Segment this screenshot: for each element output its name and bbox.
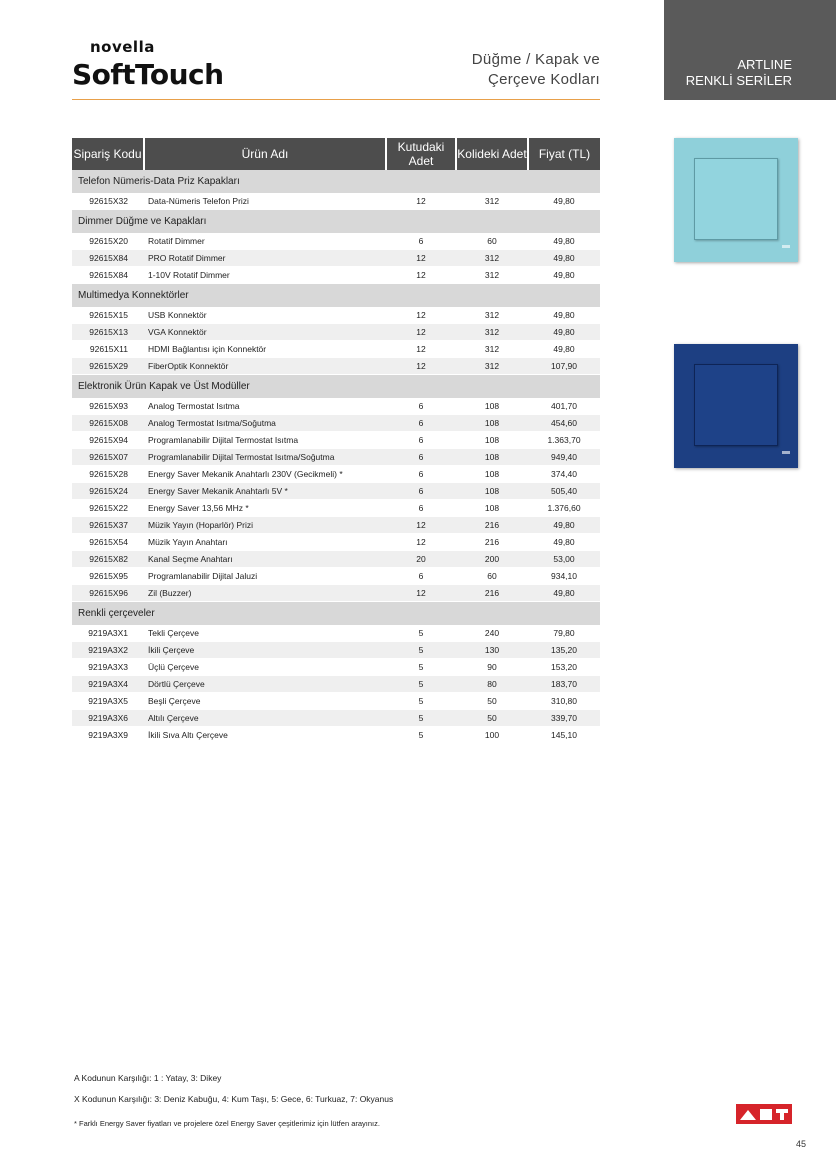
cell-price: 135,20 <box>528 642 600 659</box>
cell-order-code: 92615X84 <box>72 250 144 267</box>
table-row <box>72 517 600 534</box>
table-row <box>72 625 600 642</box>
header-price: Fiyat (TL) <box>528 138 600 170</box>
cell-order-code: 92615X82 <box>72 551 144 568</box>
cell-box-qty: 12 <box>386 307 456 324</box>
section-title: Multimedya Konnektörler <box>72 284 600 308</box>
cell-carton-qty: 60 <box>456 568 528 585</box>
header-box-qty: Kutudaki Adet <box>386 138 456 170</box>
cell-product-name: Data-Nümeris Telefon Prizi <box>144 193 386 210</box>
page-title <box>420 50 600 90</box>
cell-box-qty: 6 <box>386 483 456 500</box>
cell-carton-qty: 108 <box>456 398 528 415</box>
cell-product-name: İkili Çerçeve <box>144 642 386 659</box>
table-row <box>72 267 600 284</box>
cell-order-code: 92615X95 <box>72 568 144 585</box>
cell-carton-qty: 312 <box>456 267 528 284</box>
cell-product-name: İkili Sıva Altı Çerçeve <box>144 727 386 744</box>
cell-carton-qty: 108 <box>456 415 528 432</box>
cell-price: 49,80 <box>528 193 600 210</box>
cell-product-name: Altılı Çerçeve <box>144 710 386 727</box>
table-row <box>72 659 600 676</box>
table-row <box>72 693 600 710</box>
cell-order-code: 92615X20 <box>72 233 144 250</box>
cell-carton-qty: 216 <box>456 534 528 551</box>
table-row <box>72 483 600 500</box>
cell-order-code: 9219A3X3 <box>72 659 144 676</box>
section-title: Dimmer Düğme ve Kapakları <box>72 210 600 234</box>
cell-carton-qty: 108 <box>456 449 528 466</box>
cell-order-code: 92615X54 <box>72 534 144 551</box>
header-order-code: Sipariş Kodu <box>72 138 144 170</box>
table-row <box>72 324 600 341</box>
brand-softtouch: SoftTouch <box>72 58 224 91</box>
cell-carton-qty: 50 <box>456 710 528 727</box>
table-header-row <box>72 138 600 170</box>
cell-product-name: Energy Saver Mekanik Anahtarlı 5V * <box>144 483 386 500</box>
cell-price: 949,40 <box>528 449 600 466</box>
cell-box-qty: 6 <box>386 432 456 449</box>
table-row <box>72 710 600 727</box>
table-row <box>72 398 600 415</box>
cell-order-code: 92615X32 <box>72 193 144 210</box>
table-row <box>72 466 600 483</box>
a-code-note: A Kodunun Karşılığı: 1 : Yatay, 3: Dikey <box>74 1073 222 1083</box>
cell-product-name: Beşli Çerçeve <box>144 693 386 710</box>
table-section-header <box>72 375 600 399</box>
cell-box-qty: 5 <box>386 727 456 744</box>
cell-product-name: Energy Saver Mekanik Anahtarlı 230V (Gecikmeli) * <box>144 466 386 483</box>
header-product-name: Ürün Adı <box>144 138 386 170</box>
cell-product-name: Programlanabilir Dijital Termostat Isıtma <box>144 432 386 449</box>
cell-carton-qty: 108 <box>456 432 528 449</box>
cell-box-qty: 12 <box>386 585 456 602</box>
cell-order-code: 92615X93 <box>72 398 144 415</box>
cell-product-name: Kanal Seçme Anahtarı <box>144 551 386 568</box>
cell-price: 454,60 <box>528 415 600 432</box>
cell-price: 505,40 <box>528 483 600 500</box>
cell-order-code: 92615X28 <box>72 466 144 483</box>
cell-box-qty: 12 <box>386 324 456 341</box>
cell-price: 145,10 <box>528 727 600 744</box>
table-row <box>72 358 600 375</box>
cell-order-code: 92615X94 <box>72 432 144 449</box>
cell-box-qty: 12 <box>386 267 456 284</box>
cell-box-qty: 6 <box>386 466 456 483</box>
cell-order-code: 92615X96 <box>72 585 144 602</box>
cell-product-name: Zil (Buzzer) <box>144 585 386 602</box>
cell-product-name: USB Konnektör <box>144 307 386 324</box>
cell-order-code: 92615X08 <box>72 415 144 432</box>
cell-product-name: Dörtlü Çerçeve <box>144 676 386 693</box>
cell-product-name: Üçlü Çerçeve <box>144 659 386 676</box>
series-tab-line2: RENKLİ SERİLER <box>685 73 792 88</box>
cell-box-qty: 6 <box>386 415 456 432</box>
price-table <box>72 138 600 744</box>
series-tab-line1: ARTLINE <box>737 57 792 72</box>
certification-seal-icon <box>736 1104 792 1124</box>
cell-price: 310,80 <box>528 693 600 710</box>
cell-box-qty: 5 <box>386 642 456 659</box>
cell-box-qty: 6 <box>386 398 456 415</box>
cell-order-code: 92615X07 <box>72 449 144 466</box>
table-row <box>72 500 600 517</box>
cell-order-code: 92615X15 <box>72 307 144 324</box>
cell-price: 183,70 <box>528 676 600 693</box>
cell-price: 49,80 <box>528 267 600 284</box>
cell-carton-qty: 312 <box>456 307 528 324</box>
cell-box-qty: 12 <box>386 358 456 375</box>
x-code-note: X Kodunun Karşılığı: 3: Deniz Kabuğu, 4: Kum Taşı, 5: Gece, 6: Turkuaz, 7: Okyanus <box>74 1094 394 1104</box>
table-section-header <box>72 284 600 308</box>
cell-order-code: 92615X13 <box>72 324 144 341</box>
cell-product-name: Analog Termostat Isıtma/Soğutma <box>144 415 386 432</box>
cell-box-qty: 6 <box>386 449 456 466</box>
cell-carton-qty: 108 <box>456 500 528 517</box>
cell-product-name: HDMI Bağlantısı için Konnektör <box>144 341 386 358</box>
switch-key <box>694 158 778 240</box>
table-row <box>72 727 600 744</box>
cell-price: 79,80 <box>528 625 600 642</box>
cell-price: 107,90 <box>528 358 600 375</box>
cell-box-qty: 5 <box>386 710 456 727</box>
table-row <box>72 415 600 432</box>
cell-box-qty: 5 <box>386 693 456 710</box>
cell-box-qty: 12 <box>386 341 456 358</box>
cell-price: 339,70 <box>528 710 600 727</box>
cell-product-name: 1-10V Rotatif Dimmer <box>144 267 386 284</box>
cell-product-name: Müzik Yayın (Hoparlör) Prizi <box>144 517 386 534</box>
cell-carton-qty: 216 <box>456 517 528 534</box>
cell-price: 1.376,60 <box>528 500 600 517</box>
cell-product-name: Programlanabilir Dijital Jaluzi <box>144 568 386 585</box>
section-title: Telefon Nümeris-Data Priz Kapakları <box>72 170 600 193</box>
cell-product-name: Analog Termostat Isıtma <box>144 398 386 415</box>
section-title: Renkli çerçeveler <box>72 602 600 626</box>
cell-product-name: Müzik Yayın Anahtarı <box>144 534 386 551</box>
cell-price: 49,80 <box>528 233 600 250</box>
cell-carton-qty: 60 <box>456 233 528 250</box>
series-tab <box>664 0 836 100</box>
cell-carton-qty: 80 <box>456 676 528 693</box>
page-title-line1: Düğme / Kapak ve <box>471 51 600 68</box>
cell-carton-qty: 200 <box>456 551 528 568</box>
cell-box-qty: 5 <box>386 659 456 676</box>
table-row <box>72 534 600 551</box>
cell-price: 401,70 <box>528 398 600 415</box>
cell-product-name: Rotatif Dimmer <box>144 233 386 250</box>
cell-carton-qty: 216 <box>456 585 528 602</box>
switch-logo <box>782 245 790 248</box>
cell-product-name: Tekli Çerçeve <box>144 625 386 642</box>
cell-price: 49,80 <box>528 517 600 534</box>
cell-box-qty: 12 <box>386 517 456 534</box>
table-row <box>72 233 600 250</box>
cell-order-code: 92615X84 <box>72 267 144 284</box>
cell-box-qty: 6 <box>386 568 456 585</box>
header-carton-qty: Kolideki Adet <box>456 138 528 170</box>
table-row <box>72 551 600 568</box>
page-title-line2: Çerçeve Kodları <box>487 71 600 88</box>
switch-key <box>694 364 778 446</box>
table-section-header <box>72 170 600 193</box>
cell-order-code: 9219A3X9 <box>72 727 144 744</box>
table-row <box>72 250 600 267</box>
cell-order-code: 9219A3X1 <box>72 625 144 642</box>
table-body <box>72 170 600 744</box>
cell-carton-qty: 240 <box>456 625 528 642</box>
switch-logo <box>782 451 790 454</box>
cell-carton-qty: 312 <box>456 193 528 210</box>
table-row <box>72 432 600 449</box>
turquoise-switch-image <box>674 138 798 262</box>
cell-carton-qty: 130 <box>456 642 528 659</box>
cell-box-qty: 6 <box>386 500 456 517</box>
cell-price: 49,80 <box>528 307 600 324</box>
table-section-header <box>72 210 600 234</box>
cell-price: 153,20 <box>528 659 600 676</box>
page-number: 45 <box>796 1139 807 1149</box>
table-row <box>72 341 600 358</box>
cell-order-code: 92615X24 <box>72 483 144 500</box>
cell-box-qty: 12 <box>386 534 456 551</box>
cell-order-code: 92615X37 <box>72 517 144 534</box>
cell-carton-qty: 108 <box>456 466 528 483</box>
ocean-switch-image <box>674 344 798 468</box>
cell-order-code: 9219A3X5 <box>72 693 144 710</box>
title-divider <box>72 99 600 100</box>
cell-carton-qty: 312 <box>456 324 528 341</box>
table-row <box>72 449 600 466</box>
cell-product-name: Programlanabilir Dijital Termostat Isıtma/Soğutma <box>144 449 386 466</box>
cell-price: 49,80 <box>528 324 600 341</box>
section-title: Elektronik Ürün Kapak ve Üst Modüller <box>72 375 600 399</box>
table-row <box>72 307 600 324</box>
cell-product-name: Energy Saver 13,56 MHz * <box>144 500 386 517</box>
cell-product-name: FiberOptik Konnektör <box>144 358 386 375</box>
cell-box-qty: 5 <box>386 676 456 693</box>
cell-price: 49,80 <box>528 585 600 602</box>
cell-order-code: 9219A3X6 <box>72 710 144 727</box>
cell-price: 53,00 <box>528 551 600 568</box>
cell-price: 49,80 <box>528 341 600 358</box>
cell-price: 934,10 <box>528 568 600 585</box>
cell-product-name: VGA Konnektör <box>144 324 386 341</box>
table-row <box>72 642 600 659</box>
table-row <box>72 585 600 602</box>
cell-order-code: 92615X22 <box>72 500 144 517</box>
cell-box-qty: 12 <box>386 250 456 267</box>
cell-order-code: 9219A3X2 <box>72 642 144 659</box>
cell-box-qty: 5 <box>386 625 456 642</box>
cell-product-name: PRO Rotatif Dimmer <box>144 250 386 267</box>
table-row <box>72 676 600 693</box>
table-row <box>72 193 600 210</box>
cell-carton-qty: 108 <box>456 483 528 500</box>
cell-price: 49,80 <box>528 534 600 551</box>
table-row <box>72 568 600 585</box>
cell-price: 374,40 <box>528 466 600 483</box>
cell-price: 49,80 <box>528 250 600 267</box>
cell-order-code: 92615X29 <box>72 358 144 375</box>
cell-carton-qty: 50 <box>456 693 528 710</box>
cell-carton-qty: 312 <box>456 250 528 267</box>
cell-box-qty: 6 <box>386 233 456 250</box>
cell-order-code: 92615X11 <box>72 341 144 358</box>
cell-carton-qty: 312 <box>456 358 528 375</box>
cell-order-code: 9219A3X4 <box>72 676 144 693</box>
cell-carton-qty: 312 <box>456 341 528 358</box>
cell-box-qty: 20 <box>386 551 456 568</box>
cell-carton-qty: 90 <box>456 659 528 676</box>
table-section-header <box>72 602 600 626</box>
cell-box-qty: 12 <box>386 193 456 210</box>
cell-price: 1.363,70 <box>528 432 600 449</box>
energy-saver-footnote: * Farklı Energy Saver fiyatları ve projelere özel Energy Saver çeşitlerimiz için lütfen arayınız. <box>74 1119 380 1128</box>
brand-novella: novella <box>90 38 155 56</box>
cell-carton-qty: 100 <box>456 727 528 744</box>
